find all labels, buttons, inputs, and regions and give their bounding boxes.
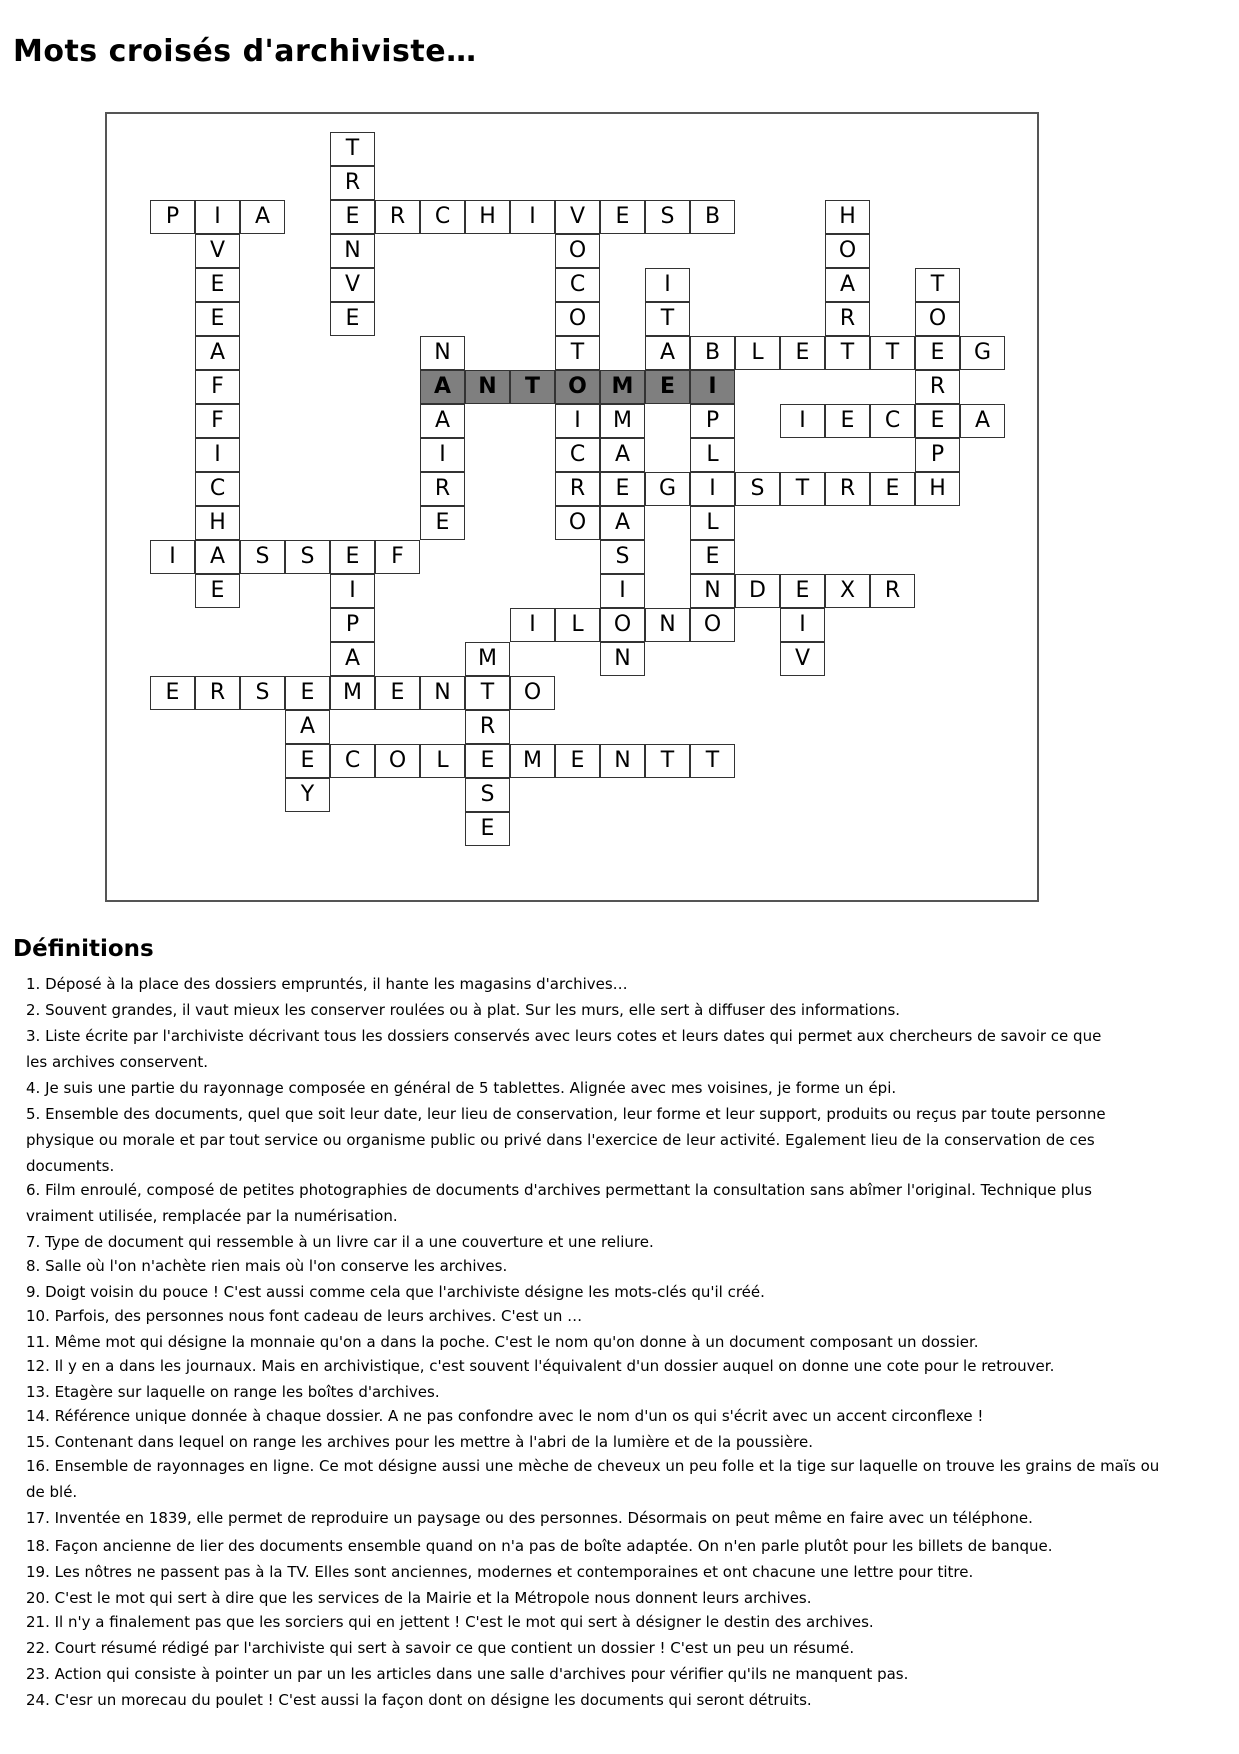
crossword-cell[interactable]: I [555, 404, 600, 438]
definition-line: 15. Contenant dans lequel on range les archives pour les mettre à l'abri de la lumière et de la poussière. [26, 1433, 813, 1451]
definition-line: 19. Les nôtres ne passent pas à la TV. Elles sont anciennes, modernes et contemporaines et ont chacune une lettre pour titre. [26, 1563, 974, 1581]
crossword-cell[interactable]: E [330, 540, 375, 574]
crossword-cell-highlighted[interactable]: I [690, 370, 735, 404]
crossword-cell[interactable]: P [915, 438, 960, 472]
crossword-cell[interactable]: E [780, 336, 825, 370]
crossword-cell[interactable]: S [465, 778, 510, 812]
crossword-cell[interactable]: A [285, 710, 330, 744]
crossword-cell[interactable]: C [195, 472, 240, 506]
crossword-cell[interactable]: V [195, 234, 240, 268]
crossword-cell[interactable]: N [420, 336, 465, 370]
crossword-cell[interactable]: T [330, 132, 375, 166]
crossword-cell[interactable]: R [825, 472, 870, 506]
crossword-cell[interactable]: R [870, 574, 915, 608]
definition-line: 3. Liste écrite par l'archiviste décrivant tous les dossiers conservés avec leurs cotes et leurs dates qui permet aux chercheurs de savoir ce que [26, 1027, 1102, 1045]
crossword-cell[interactable]: N [645, 608, 690, 642]
crossword-cell[interactable]: A [960, 404, 1005, 438]
crossword-cell-highlighted[interactable]: E [645, 370, 690, 404]
crossword-cell[interactable]: I [510, 608, 555, 642]
crossword-cell[interactable]: R [195, 676, 240, 710]
crossword-cell[interactable]: N [690, 574, 735, 608]
crossword-cell[interactable]: D [735, 574, 780, 608]
crossword-cell[interactable]: C [870, 404, 915, 438]
crossword-cell[interactable]: Y [285, 778, 330, 812]
crossword-cell[interactable]: C [420, 200, 465, 234]
crossword-cell[interactable]: S [240, 540, 285, 574]
crossword-cell[interactable]: M [465, 642, 510, 676]
definition-line: 12. Il y en a dans les journaux. Mais en archivistique, c'est souvent l'équivalent d'un dossier auquel on donne une cote pour le retrouver. [26, 1357, 1055, 1375]
crossword-cell[interactable]: V [555, 200, 600, 234]
crossword-cell[interactable]: P [690, 404, 735, 438]
definition-line: vraiment utilisée, remplacée par la numérisation. [26, 1207, 398, 1225]
crossword-cell[interactable]: L [735, 336, 780, 370]
crossword-cell[interactable]: M [600, 404, 645, 438]
crossword-cell[interactable]: L [690, 506, 735, 540]
crossword-cell[interactable]: H [195, 506, 240, 540]
crossword-cell[interactable]: B [690, 200, 735, 234]
definition-line: 11. Même mot qui désigne la monnaie qu'on a dans la poche. C'est le nom qu'on donne à un document composant un dossier. [26, 1333, 979, 1351]
definition-line: 14. Référence unique donnée à chaque dossier. A ne pas confondre avec le nom d'un os qui s'écrit avec un accent circonflexe ! [26, 1407, 984, 1425]
crossword-cell[interactable]: E [555, 744, 600, 778]
crossword-cell[interactable]: I [690, 472, 735, 506]
crossword-cell[interactable]: A [825, 268, 870, 302]
crossword-cell[interactable]: R [330, 166, 375, 200]
crossword-cell[interactable]: E [780, 574, 825, 608]
crossword-cell[interactable]: I [330, 574, 375, 608]
crossword-cell[interactable]: O [555, 506, 600, 540]
crossword-cell[interactable]: O [555, 302, 600, 336]
crossword-cell-highlighted[interactable]: N [465, 370, 510, 404]
crossword-cell[interactable]: A [240, 200, 285, 234]
crossword-cell[interactable]: F [375, 540, 420, 574]
crossword-cell[interactable]: R [825, 302, 870, 336]
crossword-cell[interactable]: O [600, 608, 645, 642]
crossword-cell[interactable]: O [915, 302, 960, 336]
definition-line: 7. Type de document qui ressemble à un livre car il a une couverture et une reliure. [26, 1233, 654, 1251]
definition-line: 22. Court résumé rédigé par l'archiviste qui sert à savoir ce que contient un dossier ! C'est un peu un résumé. [26, 1639, 855, 1657]
definition-line: 21. Il n'y a finalement pas que les sorciers qui en jettent ! C'est le mot qui sert à désigner le destin des archives. [26, 1613, 874, 1631]
crossword-cell[interactable]: I [150, 540, 195, 574]
crossword-cell[interactable]: N [330, 234, 375, 268]
crossword-cell[interactable]: E [690, 540, 735, 574]
crossword-cell[interactable]: X [825, 574, 870, 608]
crossword-cell[interactable]: O [510, 676, 555, 710]
crossword-cell[interactable]: I [195, 438, 240, 472]
crossword-cell[interactable]: I [645, 268, 690, 302]
definition-line: 10. Parfois, des personnes nous font cadeau de leurs archives. C'est un … [26, 1307, 583, 1325]
crossword-cell[interactable]: E [465, 744, 510, 778]
crossword-cell[interactable]: A [420, 404, 465, 438]
definition-line: 13. Etagère sur laquelle on range les boîtes d'archives. [26, 1383, 440, 1401]
crossword-cell[interactable]: E [915, 404, 960, 438]
page-title: Mots croisés d'archiviste… [13, 34, 477, 69]
definition-line: 5. Ensemble des documents, quel que soit leur date, leur lieu de conservation, leur forme et leur support, produits ou reçus par toute personne [26, 1105, 1106, 1123]
crossword-cell[interactable]: F [195, 404, 240, 438]
crossword-cell[interactable]: P [330, 608, 375, 642]
crossword-cell[interactable]: E [150, 676, 195, 710]
crossword-cell[interactable]: G [960, 336, 1005, 370]
crossword-cell[interactable]: C [555, 268, 600, 302]
crossword-cell[interactable]: E [285, 676, 330, 710]
crossword-cell[interactable]: T [690, 744, 735, 778]
definition-line: physique ou morale et par tout service ou organisme public ou privé dans l'exercice de leur activité. Egalement lieu de la conservation de ces [26, 1131, 1095, 1149]
crossword-cell[interactable]: B [690, 336, 735, 370]
definition-line: 17. Inventée en 1839, elle permet de reproduire un paysage ou des personnes. Désormais on peut même en faire avec un téléphone. [26, 1509, 1033, 1527]
crossword-cell[interactable]: R [465, 710, 510, 744]
crossword-cell[interactable]: E [825, 404, 870, 438]
crossword-cell[interactable]: E [330, 302, 375, 336]
crossword-cell[interactable]: T [870, 336, 915, 370]
crossword-cell[interactable]: I [510, 200, 555, 234]
crossword-cell[interactable]: S [285, 540, 330, 574]
crossword-cell[interactable]: V [330, 268, 375, 302]
definition-line: 18. Façon ancienne de lier des documents ensemble quand on n'a pas de boîte adaptée. On n'en parle plutôt pour les billets de banque. [26, 1537, 1053, 1555]
crossword-cell[interactable]: N [600, 642, 645, 676]
crossword-cell[interactable]: S [240, 676, 285, 710]
definition-line: 2. Souvent grandes, il vaut mieux les conserver roulées ou à plat. Sur les murs, elle sert à diffuser des informations. [26, 1001, 901, 1019]
definitions-heading: Définitions [13, 936, 154, 962]
crossword-cell[interactable]: G [645, 472, 690, 506]
crossword-cell-highlighted[interactable]: O [555, 370, 600, 404]
crossword-cell[interactable]: L [690, 438, 735, 472]
crossword-cell[interactable]: H [915, 472, 960, 506]
crossword-cell[interactable]: N [600, 744, 645, 778]
crossword-cell[interactable]: E [870, 472, 915, 506]
crossword-cell[interactable]: S [735, 472, 780, 506]
crossword-cell[interactable]: L [555, 608, 600, 642]
crossword-cell[interactable]: R [420, 472, 465, 506]
crossword-cell[interactable]: E [195, 268, 240, 302]
crossword-cell[interactable]: L [420, 744, 465, 778]
crossword-cell[interactable]: S [645, 200, 690, 234]
definition-line: 23. Action qui consiste à pointer un par un les articles dans une salle d'archives pour vérifier qu'ils ne manquent pas. [26, 1665, 909, 1683]
definition-line: 6. Film enroulé, composé de petites photographies de documents d'archives permettant la consultation sans abîmer l'original. Technique plus [26, 1181, 1092, 1199]
crossword-cell[interactable]: R [375, 200, 420, 234]
crossword-cell[interactable]: E [195, 302, 240, 336]
definition-line: 8. Salle où l'on n'achète rien mais où l'on conserve les archives. [26, 1257, 508, 1275]
crossword-cell[interactable]: E [420, 506, 465, 540]
crossword-cell[interactable]: E [600, 200, 645, 234]
crossword-cell[interactable]: E [465, 812, 510, 846]
crossword-cell[interactable]: F [195, 370, 240, 404]
crossword-cell-highlighted[interactable]: A [420, 370, 465, 404]
crossword-cell[interactable]: M [510, 744, 555, 778]
crossword-cell[interactable]: C [555, 438, 600, 472]
crossword-cell[interactable]: H [465, 200, 510, 234]
crossword-cell-highlighted[interactable]: T [510, 370, 555, 404]
crossword-cell[interactable]: T [465, 676, 510, 710]
crossword-cell[interactable]: A [330, 642, 375, 676]
definition-line: les archives conservent. [26, 1053, 209, 1071]
crossword-cell[interactable]: O [555, 234, 600, 268]
crossword-cell[interactable]: E [330, 200, 375, 234]
crossword-cell[interactable]: T [645, 744, 690, 778]
crossword-cell[interactable]: E [375, 676, 420, 710]
crossword-cell[interactable]: A [195, 336, 240, 370]
crossword-cell[interactable]: M [330, 676, 375, 710]
crossword-cell[interactable]: I [780, 404, 825, 438]
crossword-cell[interactable]: O [375, 744, 420, 778]
crossword-cell[interactable]: R [915, 370, 960, 404]
crossword-cell[interactable]: H [825, 200, 870, 234]
definition-line: 9. Doigt voisin du pouce ! C'est aussi comme cela que l'archiviste désigne les mots-clés qu'il créé. [26, 1283, 765, 1301]
crossword-cell[interactable]: O [825, 234, 870, 268]
crossword-cell[interactable]: S [600, 540, 645, 574]
definition-line: de blé. [26, 1483, 78, 1501]
crossword-cell[interactable]: E [600, 472, 645, 506]
crossword-cell[interactable]: V [780, 642, 825, 676]
crossword-cell[interactable]: E [195, 574, 240, 608]
crossword-cell[interactable]: A [645, 336, 690, 370]
definition-line: 1. Déposé à la place des dossiers empruntés, il hante les magasins d'archives… [26, 975, 628, 993]
crossword-cell[interactable]: A [600, 506, 645, 540]
crossword-cell[interactable]: T [645, 302, 690, 336]
crossword-cell[interactable]: I [600, 574, 645, 608]
crossword-cell[interactable]: A [600, 438, 645, 472]
crossword-cell[interactable]: O [690, 608, 735, 642]
crossword-cell[interactable]: I [780, 608, 825, 642]
crossword-cell[interactable]: A [195, 540, 240, 574]
crossword-cell[interactable]: E [915, 336, 960, 370]
crossword-cell[interactable]: N [420, 676, 465, 710]
definition-line: documents. [26, 1157, 115, 1175]
crossword-cell[interactable]: C [330, 744, 375, 778]
crossword-cell[interactable]: T [825, 336, 870, 370]
crossword-cell[interactable]: P [150, 200, 195, 234]
crossword-cell[interactable]: R [555, 472, 600, 506]
crossword-cell[interactable]: E [285, 744, 330, 778]
crossword-cell[interactable]: I [195, 200, 240, 234]
definition-line: 24. C'esr un morecau du poulet ! C'est aussi la façon dont on désigne les documents qui seront détruits. [26, 1691, 812, 1709]
definition-line: 20. C'est le mot qui sert à dire que les services de la Mairie et la Métropole nous donnent leurs archives. [26, 1589, 812, 1607]
crossword-cell[interactable]: T [780, 472, 825, 506]
definition-line: 16. Ensemble de rayonnages en ligne. Ce mot désigne aussi une mèche de cheveux un peu folle et la tige sur laquelle on trouve les grains de maïs ou [26, 1457, 1160, 1475]
crossword-cell[interactable]: T [915, 268, 960, 302]
definition-line: 4. Je suis une partie du rayonnage composée en général de 5 tablettes. Alignée avec mes voisines, je forme un épi. [26, 1079, 897, 1097]
crossword-cell-highlighted[interactable]: M [600, 370, 645, 404]
crossword-cell[interactable]: I [420, 438, 465, 472]
crossword-cell[interactable]: T [555, 336, 600, 370]
